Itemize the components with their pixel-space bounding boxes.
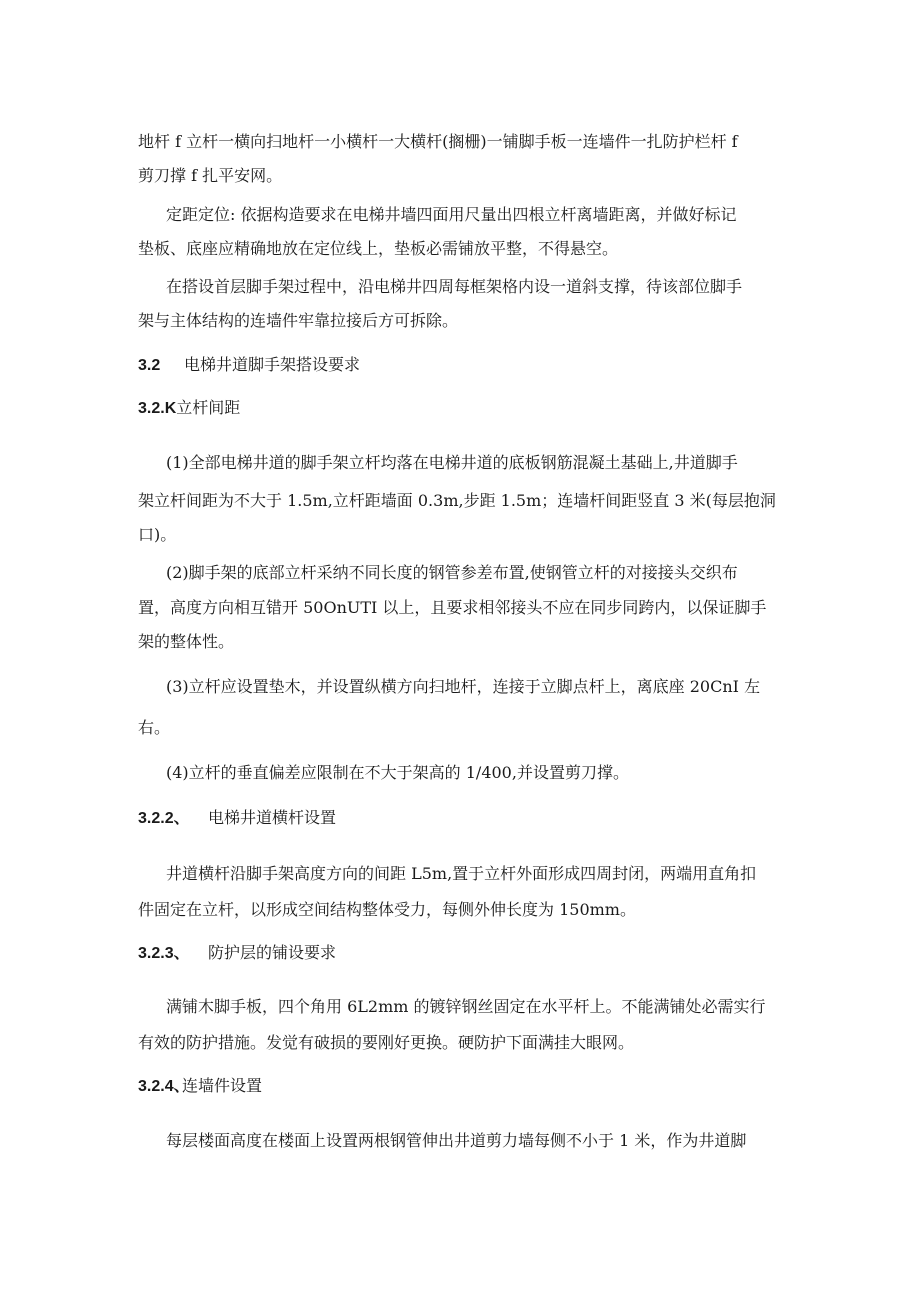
paragraph-line: 定距定位: 依据构造要求在电梯井墙四面用尺量出四根立杆离墙距离，并做好标记 (166, 205, 737, 224)
section-heading-3-2-3 (138, 943, 788, 964)
list-item-line: (1)全部电梯井道的脚手架立杆均落在电梯井道的底板钢筋混凝土基础上,井道脚手 (166, 453, 738, 472)
paragraph-line: 地杆 f 立杆一横向扫地杆一小横杆一大横杆(搁栅)一铺脚手板一连墙件一扎防护栏杆 f (138, 132, 738, 151)
section-number: 3.2.4、 (138, 1078, 190, 1095)
section-title: 连墙件设置 (182, 1076, 263, 1095)
section-title: 立杆间距 (176, 398, 241, 417)
paragraph-line: 满铺木脚手板，四个角用 6L2mm 的镀锌钢丝固定在水平杆上。不能满铺处必需实行 (166, 997, 766, 1016)
list-item-line: 口)。 (138, 525, 177, 544)
paragraph-line: 架与主体结构的连墙件牢靠拉接后方可拆除。 (138, 311, 459, 330)
section-heading-3-2-4 (138, 1076, 788, 1097)
section-heading-3-2-1 (138, 398, 788, 419)
section-heading-3-2 (138, 355, 788, 376)
section-number: 3.2 (138, 357, 161, 374)
paragraph-line: 垫板、底座应精确地放在定位线上，垫板必需铺放平整，不得悬空。 (138, 239, 619, 258)
list-item-line: 右。 (138, 718, 171, 737)
paragraph-line: 井道横杆沿脚手架高度方向的间距 L5m,置于立杆外面形成四周封闭，两端用直角扣 (166, 864, 757, 883)
section-number: 3.2.3、 (138, 945, 190, 962)
list-item-line: 架立杆间距为不大于 1.5m,立杆距墙面 0.3m,步距 1.5m；连墙杆间距竖直 3 米(每层抱洞 (138, 491, 776, 510)
list-item-line: 架的整体性。 (138, 632, 235, 651)
list-item-line: 置，高度方向相互错开 50OnUTI 以上，且要求相邻接头不应在同步同跨内，以保证脚手 (138, 598, 767, 617)
section-heading-3-2-2 (138, 808, 788, 829)
section-title: 电梯井道横杆设置 (208, 808, 337, 827)
paragraph-line: 每层楼面高度在楼面上设置两根钢管伸出井道剪力墙每侧不小于 1 米，作为井道脚 (166, 1131, 747, 1150)
paragraph-line: 件固定在立杆，以形成空间结构整体受力，每侧外伸长度为 150mm。 (138, 900, 636, 919)
list-item-line: (3)立杆应设置垫木，并设置纵横方向扫地杆，连接于立脚点杆上，离底座 20CnI 左 (166, 677, 761, 696)
paragraph-line: 剪刀撑 f 扎平安网。 (138, 166, 283, 185)
list-item-line: (4)立杆的垂直偏差应限制在不大于架高的 1/400,并设置剪刀撑。 (166, 763, 629, 782)
paragraph-line: 有效的防护措施。发觉有破损的要刚好更换。硬防护下面满挂大眼网。 (138, 1033, 635, 1052)
list-item-line: (2)脚手架的底部立杆采纳不同长度的钢管参差布置,使钢管立杆的对接接头交织布 (166, 563, 738, 582)
section-number: 3.2.K (138, 400, 177, 417)
section-title: 防护层的铺设要求 (208, 943, 337, 962)
section-title: 电梯井道脚手架搭设要求 (184, 355, 361, 374)
section-number: 3.2.2、 (138, 810, 190, 827)
paragraph-line: 在搭设首层脚手架过程中，沿电梯井四周每框架格内设一道斜支撑，待该部位脚手 (166, 277, 743, 296)
